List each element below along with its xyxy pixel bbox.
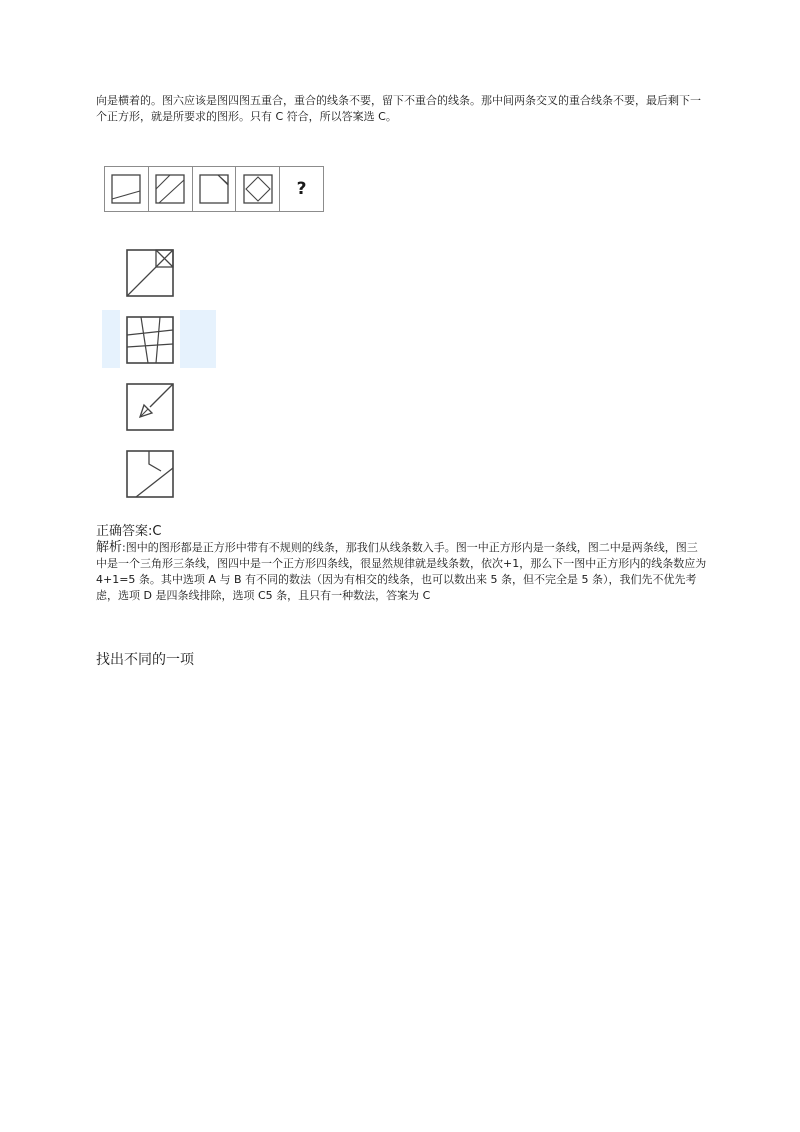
correct-answer-value: C [152,524,162,539]
sequence-figure-5 [280,167,323,211]
sequence-figure-1 [105,167,149,211]
highlight-left [102,310,120,368]
answer-block [96,523,708,604]
highlight-right [180,310,216,368]
figure-4-drawing [243,174,273,204]
figure-1-drawing [111,174,141,204]
sequence-figure-4 [236,167,280,211]
option-a-drawing [126,249,174,297]
option-b-drawing [126,316,174,364]
option-d-drawing [126,450,174,498]
explanation-paragraph [96,540,708,604]
explanation-label: 解析 [96,540,123,555]
explanation-text: 图中的图形都是正方形中带有不规则的线条，那我们从线条数入手。图一中正方形内是一条线，图二中是两条线，图三中是一个三角形三条线，图四中是一个正方形四条线，很显然规律就是线条数，依次+1，那么下一图中正方形内的线条数应为 4+1=5 条。其中选项 A 与 B 有不同的数法（因为有相交的线条，也可以数出来 5 条，但不完全是 5 条），我们先不优先考虑，选项 D 是四条线排除，选项 C5 条，且只有一种数法，答案为 C [96,541,707,602]
correct-answer-label: 正确答案 [96,524,149,539]
figure-2-drawing [155,174,185,204]
question-sequence-strip [104,166,324,212]
question-mark: ? [296,179,307,199]
option-d-figure[interactable] [126,450,174,498]
next-question-title: 找出不同的一项 [96,652,194,668]
sequence-figure-3 [193,167,237,211]
option-c-drawing [126,383,174,431]
option-b-figure[interactable] [126,316,174,364]
correct-answer-separator: : [148,524,153,539]
explanation-separator: : [122,541,126,554]
previous-explanation: 向是横着的。图六应该是图四图五重合，重合的线条不要，留下不重合的线条。那中间两条交叉的重合线条不要，最后剩下一个正方形，就是所要求的图形。只有 C 符合，所以答案选 C。 [96,94,701,123]
sequence-figure-2 [149,167,193,211]
option-a-figure[interactable] [126,249,174,297]
option-c-figure[interactable] [126,383,174,431]
correct-answer-line [96,523,708,540]
figure-3-drawing [199,174,229,204]
